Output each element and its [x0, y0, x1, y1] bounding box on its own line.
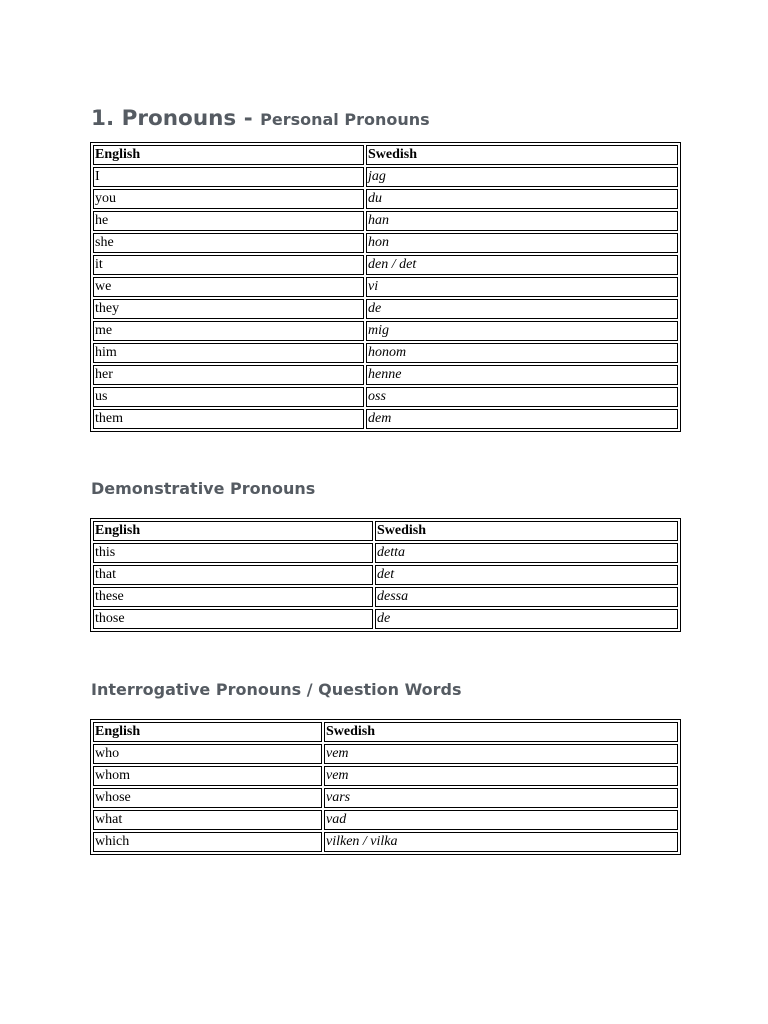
swedish-word: det	[375, 565, 678, 585]
swedish-word: de	[366, 299, 678, 319]
swedish-word: vad	[324, 810, 678, 830]
table-row	[93, 343, 678, 363]
header-english: English	[93, 521, 373, 541]
english-word: what	[93, 810, 322, 830]
swedish-word: vi	[366, 277, 678, 297]
english-word: us	[93, 387, 364, 407]
english-word: I	[93, 167, 364, 187]
table-row	[93, 277, 678, 297]
english-word: it	[93, 255, 364, 275]
header-swedish: Swedish	[375, 521, 678, 541]
swedish-word: hon	[366, 233, 678, 253]
table-row	[93, 587, 678, 607]
table-row	[93, 409, 678, 429]
header-swedish: Swedish	[324, 722, 678, 742]
swedish-word: vem	[324, 766, 678, 786]
swedish-word: mig	[366, 321, 678, 341]
table-row	[93, 609, 678, 629]
table-row	[93, 255, 678, 275]
swedish-word: de	[375, 609, 678, 629]
page-title-main: 1. Pronouns -	[91, 106, 261, 131]
english-word: which	[93, 832, 322, 852]
table-row	[93, 189, 678, 209]
table-row	[93, 832, 678, 852]
english-word: her	[93, 365, 364, 385]
table-row	[93, 233, 678, 253]
english-word: he	[93, 211, 364, 231]
table-row	[93, 810, 678, 830]
table-row	[93, 543, 678, 563]
swedish-word: dessa	[375, 587, 678, 607]
swedish-word: henne	[366, 365, 678, 385]
english-word: you	[93, 189, 364, 209]
interrogative-pronouns-table	[90, 719, 681, 855]
english-word: who	[93, 744, 322, 764]
table-row	[93, 788, 678, 808]
swedish-word: oss	[366, 387, 678, 407]
english-word: she	[93, 233, 364, 253]
demonstrative-pronouns-heading: Demonstrative Pronouns	[91, 479, 316, 498]
table-row	[93, 321, 678, 341]
english-word: they	[93, 299, 364, 319]
english-word: that	[93, 565, 373, 585]
english-word: whom	[93, 766, 322, 786]
header-english: English	[93, 722, 322, 742]
table-header-row	[93, 722, 678, 742]
page-subtitle: Personal Pronouns	[260, 110, 430, 129]
table-row	[93, 365, 678, 385]
table-header-row	[93, 145, 678, 165]
header-swedish: Swedish	[366, 145, 678, 165]
swedish-word: dem	[366, 409, 678, 429]
table-row	[93, 744, 678, 764]
swedish-word: den / det	[366, 255, 678, 275]
swedish-word: honom	[366, 343, 678, 363]
table-row	[93, 565, 678, 585]
english-word: him	[93, 343, 364, 363]
swedish-word: vars	[324, 788, 678, 808]
interrogative-pronouns-heading: Interrogative Pronouns / Question Words	[91, 680, 462, 699]
table-row	[93, 167, 678, 187]
english-word: them	[93, 409, 364, 429]
english-word: me	[93, 321, 364, 341]
demonstrative-pronouns-table	[90, 518, 681, 632]
personal-pronouns-table	[90, 142, 681, 432]
swedish-word: vem	[324, 744, 678, 764]
table-header-row	[93, 521, 678, 541]
table-row	[93, 211, 678, 231]
page-title	[91, 95, 430, 133]
table-row	[93, 299, 678, 319]
swedish-word: jag	[366, 167, 678, 187]
header-english: English	[93, 145, 364, 165]
english-word: these	[93, 587, 373, 607]
english-word: this	[93, 543, 373, 563]
swedish-word: du	[366, 189, 678, 209]
swedish-word: detta	[375, 543, 678, 563]
table-row	[93, 766, 678, 786]
swedish-word: vilken / vilka	[324, 832, 678, 852]
english-word: whose	[93, 788, 322, 808]
table-row	[93, 387, 678, 407]
swedish-word: han	[366, 211, 678, 231]
english-word: we	[93, 277, 364, 297]
english-word: those	[93, 609, 373, 629]
